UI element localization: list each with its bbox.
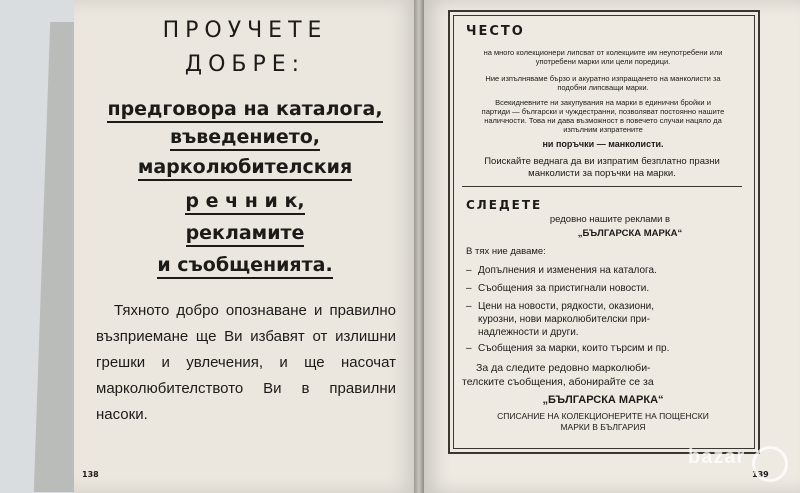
text-purchases: Всекидневните ни закупувания на марки в единични бройки и партиди — български и чуждестранни, позволяват постоянно нашите наличности. Това ни дава възможност в повечето случаи нацяло да изпълним изпратените: [481, 98, 725, 134]
heading-often: ЧЕСТО: [466, 24, 525, 39]
list-item: – Допълнения и изменения на каталога.: [466, 265, 657, 276]
list-item: надлежности и други.: [478, 327, 579, 338]
subscribe-line2: телските съобщения, абонирайте се за: [462, 376, 654, 388]
list-item: – Съобщения за марки, които търсим и пр.: [466, 343, 670, 354]
left-title-line2: ДОБРЕ:: [184, 52, 306, 77]
notice-text: Поискайте веднага да ви изпратим безплатно празни манколисти за поръчки на марки.: [484, 156, 720, 179]
text-often: на много колекционери липсват от колекциите им неупотребени или употребени марки или цели поредици.: [483, 48, 723, 66]
magazine-name-2: „БЪЛГАРСКА МАРКА“: [542, 394, 664, 406]
text-fulfill: Ние изпълняваме бързо и акуратно изпращането на манколисти за подобни липсващи марки.: [485, 74, 721, 92]
list-item: – Съобщения за пристигнали новости.: [466, 283, 650, 294]
text-orders: ни поръчки — манколисти.: [542, 139, 664, 149]
magazine-name: „БЪЛГАРСКА МАРКА“: [577, 228, 683, 239]
list-item: – Цени на новости, рядкости, оказиони,: [466, 301, 654, 312]
heading-follow: СЛЕДЕТЕ: [466, 198, 543, 212]
left-item: и съобщенията.: [90, 254, 400, 276]
left-title-line1: ПРОУЧЕТЕ: [162, 18, 328, 43]
we-give-line: В тях ние даваме:: [466, 246, 546, 257]
right-page-number: 139: [752, 470, 769, 479]
follow-line: редовно нашите реклами в: [549, 214, 671, 225]
magazine-subtitle-1: СПИСАНИЕ НА КОЛЕКЦИОНЕРИТЕ НА ПОЩЕНСКИ: [497, 411, 709, 421]
left-page-number: 138: [82, 470, 99, 479]
left-item: рекламите: [90, 222, 400, 244]
left-item: въведението,: [90, 126, 400, 148]
magazine-subtitle-2: МАРКИ В БЪЛГАРИЯ: [560, 422, 646, 432]
watermark-logo: bazar: [688, 446, 746, 468]
divider: [462, 186, 742, 187]
list-item: курозни, нови марколюбителски при-: [478, 314, 651, 325]
watermark-circle-icon: [752, 446, 788, 482]
left-item: марколюбителския: [90, 156, 400, 178]
book-gutter: [414, 0, 424, 493]
left-item: р е ч н и к,: [90, 190, 400, 212]
left-item: предговора на каталога,: [90, 98, 400, 120]
subscribe-line1: За да следите редовно марколюби-: [476, 362, 651, 374]
left-body-text: Тяхното добро опознаване и правилно възприемане ще Ви избавят от излишни грешки и увлечения, и ще насочат марколюбителството Ви в правилни насоки.: [96, 302, 396, 423]
